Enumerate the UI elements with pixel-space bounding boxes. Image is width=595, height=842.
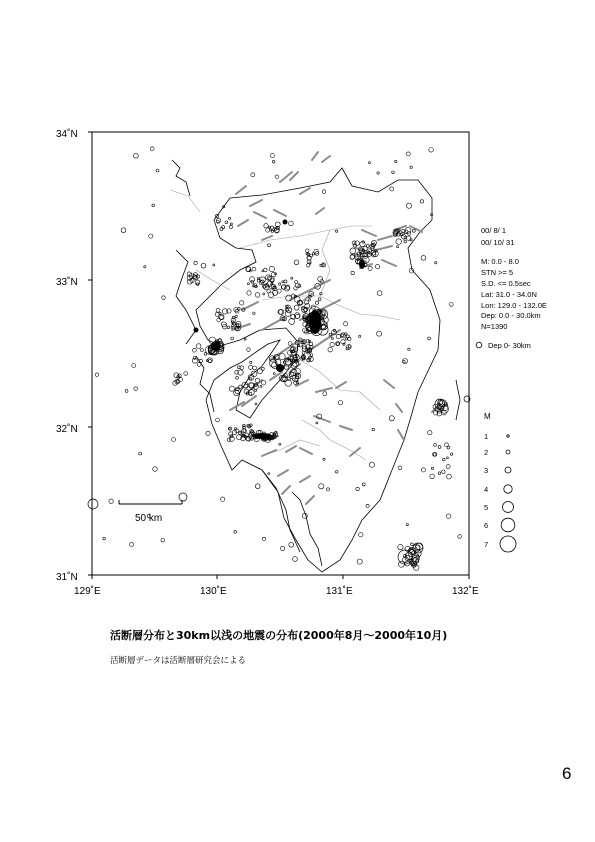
magnitude-legend-label: 5 bbox=[484, 503, 489, 512]
quake-marker bbox=[201, 263, 206, 268]
quake-marker bbox=[227, 326, 230, 329]
quake-marker bbox=[434, 444, 437, 447]
quake-marker bbox=[318, 298, 321, 301]
lat-label-33: 33˚N bbox=[56, 277, 78, 288]
quake-marker bbox=[197, 363, 201, 367]
quake-marker bbox=[247, 348, 251, 352]
quake-marker bbox=[345, 338, 347, 340]
quake-marker bbox=[244, 338, 246, 340]
quake-marker bbox=[234, 530, 237, 533]
quake-marker bbox=[308, 299, 310, 301]
magnitude-legend-symbol bbox=[507, 435, 509, 437]
quake-marker bbox=[250, 277, 255, 282]
lon-label-132: 132˚E bbox=[452, 586, 479, 597]
quake-marker bbox=[294, 305, 299, 310]
quake-marker bbox=[351, 271, 354, 274]
quake-marker bbox=[144, 266, 146, 268]
quake-marker bbox=[306, 249, 310, 253]
quake-marker bbox=[222, 226, 225, 229]
lat-label-32: 32˚N bbox=[56, 424, 78, 435]
quake-marker bbox=[282, 281, 284, 283]
quake-marker bbox=[368, 266, 372, 270]
quake-marker bbox=[323, 392, 327, 396]
magnitude-range: M: 0.0 - 8.0 bbox=[481, 257, 519, 266]
quake-marker bbox=[240, 301, 244, 305]
quake-marker bbox=[217, 318, 221, 322]
quake-marker bbox=[449, 303, 453, 307]
kyushu-coastline bbox=[172, 160, 460, 572]
quake-cluster bbox=[252, 433, 272, 439]
lat-range: Lat: 31.0 - 34.0N bbox=[481, 290, 537, 299]
quake-marker bbox=[445, 443, 449, 447]
quake-marker bbox=[240, 366, 244, 370]
quake-marker bbox=[306, 340, 309, 343]
quake-marker bbox=[266, 275, 271, 280]
quake-marker bbox=[429, 148, 434, 153]
quake-marker bbox=[219, 314, 224, 319]
quake-marker bbox=[288, 342, 292, 346]
quake-marker bbox=[125, 390, 128, 393]
quake-marker bbox=[279, 354, 285, 360]
quake-cluster bbox=[283, 220, 288, 225]
period-end: 00/ 10/ 31 bbox=[481, 238, 515, 247]
depth-legend-label: Dep 0- 30km bbox=[488, 341, 531, 350]
quake-marker bbox=[442, 470, 445, 473]
quake-marker bbox=[377, 172, 379, 174]
quake-marker bbox=[95, 373, 99, 377]
quake-marker bbox=[271, 230, 273, 232]
magnitude-legend-title: M bbox=[484, 412, 491, 421]
scale-bar bbox=[119, 500, 182, 504]
quake-marker bbox=[348, 345, 351, 348]
quake-marker bbox=[269, 266, 274, 271]
quake-marker bbox=[421, 468, 425, 472]
quake-marker bbox=[149, 234, 153, 238]
quake-marker bbox=[298, 343, 302, 347]
magnitude-legend-symbol bbox=[503, 502, 514, 513]
quake-marker bbox=[410, 166, 412, 168]
quake-marker bbox=[260, 385, 262, 387]
quake-marker bbox=[130, 542, 134, 546]
magnitude-legend-symbol bbox=[504, 485, 512, 493]
quake-marker bbox=[204, 353, 207, 356]
quake-marker bbox=[179, 493, 187, 501]
quake-marker bbox=[262, 537, 265, 540]
quake-marker bbox=[295, 314, 299, 318]
quake-marker bbox=[253, 312, 255, 314]
quake-marker bbox=[350, 248, 356, 254]
sd-criterion: S.D. <= 0.5sec bbox=[481, 279, 531, 288]
quake-marker bbox=[255, 484, 260, 489]
quake-marker bbox=[335, 230, 337, 232]
quake-marker bbox=[359, 335, 361, 337]
depth-legend-symbol bbox=[476, 342, 482, 348]
quake-marker bbox=[250, 361, 252, 363]
quake-marker bbox=[458, 535, 462, 539]
quake-marker bbox=[284, 280, 287, 283]
quake-marker bbox=[372, 428, 375, 431]
magnitude-legend-label: 3 bbox=[484, 466, 489, 475]
quake-marker bbox=[447, 474, 452, 479]
quake-marker bbox=[408, 348, 410, 350]
quake-marker bbox=[216, 308, 220, 312]
quake-marker bbox=[392, 171, 395, 174]
quake-marker bbox=[264, 268, 267, 271]
quake-marker bbox=[221, 497, 225, 501]
quake-marker bbox=[389, 416, 394, 421]
lon-label-130: 130˚E bbox=[200, 586, 227, 597]
quake-marker bbox=[257, 277, 259, 279]
earthquake-epicenters bbox=[88, 147, 470, 571]
quake-marker bbox=[322, 190, 326, 194]
quake-marker bbox=[193, 357, 196, 360]
quake-marker bbox=[302, 513, 307, 518]
quake-marker bbox=[228, 217, 230, 219]
quake-marker bbox=[121, 228, 126, 233]
quake-marker bbox=[239, 385, 242, 388]
magnitude-legend-symbol bbox=[505, 467, 511, 473]
quake-marker bbox=[421, 255, 426, 260]
quake-cluster bbox=[359, 259, 365, 269]
quake-marker bbox=[264, 224, 268, 228]
quake-marker bbox=[336, 334, 340, 338]
quake-marker bbox=[431, 467, 433, 469]
quake-marker bbox=[278, 283, 280, 285]
quake-marker bbox=[362, 483, 365, 486]
quake-marker bbox=[229, 225, 232, 228]
quake-marker bbox=[395, 160, 397, 162]
quake-marker bbox=[430, 474, 435, 479]
quake-marker bbox=[443, 458, 446, 461]
quake-marker bbox=[315, 301, 318, 304]
quake-marker bbox=[406, 203, 411, 208]
quake-marker bbox=[366, 504, 369, 507]
data-source-note: 活断層データは活断層研究会による bbox=[110, 656, 247, 666]
quake-marker bbox=[247, 283, 249, 285]
lon-range: Lon: 129.0 - 132.0E bbox=[481, 301, 547, 310]
quake-marker bbox=[420, 200, 423, 203]
quake-marker bbox=[377, 291, 382, 296]
quake-marker bbox=[263, 293, 265, 295]
quake-marker bbox=[407, 236, 411, 240]
quake-marker bbox=[174, 373, 179, 378]
quake-marker bbox=[249, 365, 253, 369]
quake-marker bbox=[255, 378, 259, 382]
lon-label-129: 129˚E bbox=[74, 586, 101, 597]
figure-caption: 活断層分布と30km以浅の地震の分布(2000年8月～2000年10月) bbox=[110, 629, 448, 642]
quake-marker bbox=[375, 264, 379, 268]
quake-marker bbox=[406, 524, 408, 526]
quake-marker bbox=[285, 311, 291, 317]
quake-marker bbox=[229, 432, 233, 436]
quake-marker bbox=[446, 465, 450, 469]
period-start: 00/ 8/ 1 bbox=[481, 226, 507, 235]
quake-marker bbox=[310, 354, 313, 357]
lat-label-34: 34˚N bbox=[56, 129, 78, 140]
magnitude-legend bbox=[484, 432, 516, 552]
quake-marker bbox=[335, 471, 338, 474]
quake-marker bbox=[193, 348, 197, 352]
quake-marker bbox=[192, 358, 197, 363]
quake-cluster bbox=[211, 341, 221, 351]
quake-marker bbox=[270, 226, 273, 229]
quake-marker bbox=[253, 366, 257, 370]
quake-marker bbox=[435, 262, 437, 264]
quake-cluster bbox=[194, 328, 199, 333]
quake-marker bbox=[252, 267, 256, 271]
page-number: 6 bbox=[562, 764, 572, 783]
quake-marker bbox=[304, 301, 308, 305]
quake-marker bbox=[236, 376, 239, 379]
quake-marker bbox=[231, 326, 233, 328]
quake-marker bbox=[150, 147, 154, 151]
quake-marker bbox=[357, 559, 362, 564]
quake-marker bbox=[309, 342, 312, 345]
quake-marker bbox=[294, 260, 299, 265]
quake-marker bbox=[156, 169, 159, 172]
quake-marker bbox=[281, 546, 285, 550]
station-criterion: STN >= 5 bbox=[481, 268, 514, 277]
quake-marker bbox=[330, 342, 334, 346]
quake-marker bbox=[338, 401, 342, 405]
quake-marker bbox=[257, 369, 262, 374]
lat-label-31: 31˚N bbox=[56, 572, 78, 583]
quake-marker bbox=[412, 229, 415, 232]
quake-cluster bbox=[309, 310, 321, 334]
quake-marker bbox=[200, 349, 203, 352]
quake-marker bbox=[446, 514, 451, 519]
magnitude-legend-label: 4 bbox=[484, 485, 489, 494]
quake-marker bbox=[232, 316, 235, 319]
quake-marker bbox=[279, 443, 281, 445]
quake-marker bbox=[293, 557, 298, 562]
quake-marker bbox=[322, 264, 324, 266]
quake-marker bbox=[235, 388, 240, 393]
quake-marker bbox=[398, 544, 403, 549]
quake-marker bbox=[450, 453, 452, 455]
quake-marker bbox=[323, 458, 325, 460]
quake-marker bbox=[247, 291, 251, 295]
quake-marker bbox=[302, 351, 305, 354]
quake-marker bbox=[220, 228, 223, 231]
magnitude-legend-label: 7 bbox=[484, 540, 489, 549]
quake-marker bbox=[196, 344, 201, 349]
quake-marker bbox=[273, 373, 275, 375]
quake-marker bbox=[152, 204, 155, 207]
active-faults bbox=[230, 152, 440, 504]
quake-marker bbox=[413, 565, 419, 571]
quake-marker bbox=[295, 281, 298, 284]
quake-marker bbox=[266, 228, 270, 232]
quake-cluster bbox=[276, 364, 284, 372]
quake-marker bbox=[225, 221, 228, 224]
lon-label-131: 131˚E bbox=[326, 586, 353, 597]
quake-marker bbox=[235, 315, 237, 317]
quake-marker bbox=[255, 293, 260, 298]
quake-marker bbox=[109, 499, 113, 503]
quake-marker bbox=[331, 337, 333, 339]
magnitude-legend-label: 6 bbox=[484, 521, 489, 530]
quake-marker bbox=[139, 452, 142, 455]
quake-marker bbox=[268, 244, 271, 247]
quake-marker bbox=[88, 499, 98, 509]
quake-marker bbox=[289, 542, 294, 547]
quake-marker bbox=[172, 438, 176, 442]
quake-marker bbox=[438, 472, 441, 475]
quake-marker bbox=[132, 364, 136, 368]
quake-marker bbox=[289, 221, 294, 226]
magnitude-legend-symbol bbox=[501, 518, 515, 532]
quake-marker bbox=[359, 533, 363, 537]
quake-marker bbox=[250, 378, 252, 380]
quake-marker bbox=[328, 347, 333, 352]
quake-marker bbox=[428, 430, 432, 434]
event-count: N=1390 bbox=[481, 322, 508, 331]
quake-marker bbox=[161, 539, 164, 542]
quake-marker bbox=[319, 484, 324, 489]
quake-marker bbox=[406, 152, 410, 156]
quake-marker bbox=[230, 223, 232, 225]
quake-marker bbox=[195, 280, 200, 285]
magnitude-legend-label: 2 bbox=[484, 448, 489, 457]
magnitude-legend-symbol bbox=[506, 450, 510, 454]
quake-marker bbox=[246, 267, 251, 272]
quake-marker bbox=[446, 457, 448, 459]
quake-marker bbox=[369, 162, 371, 164]
quake-marker bbox=[411, 543, 414, 546]
quake-marker bbox=[153, 467, 158, 472]
quake-marker bbox=[243, 424, 246, 427]
quake-marker bbox=[344, 322, 348, 326]
quake-marker bbox=[369, 462, 374, 467]
depth-range: Dep: 0.0 - 30.0km bbox=[481, 311, 541, 320]
scale-bar-label: 50 km bbox=[135, 513, 163, 524]
quake-marker bbox=[270, 154, 274, 158]
quake-marker bbox=[390, 187, 394, 191]
quake-marker bbox=[268, 292, 274, 298]
quake-marker bbox=[291, 277, 293, 279]
quake-marker bbox=[162, 296, 166, 300]
quake-marker bbox=[206, 431, 210, 435]
quake-marker bbox=[103, 537, 106, 540]
quake-marker bbox=[275, 175, 279, 179]
magnitude-legend-label: 1 bbox=[484, 432, 489, 441]
quake-marker bbox=[326, 488, 329, 491]
quake-marker bbox=[356, 487, 359, 490]
quake-marker bbox=[336, 342, 339, 345]
quake-marker bbox=[213, 264, 215, 266]
quake-marker bbox=[134, 153, 139, 158]
quake-marker bbox=[396, 239, 402, 245]
quake-marker bbox=[251, 173, 255, 177]
quake-marker bbox=[231, 337, 234, 340]
quake-marker bbox=[377, 331, 382, 336]
quake-marker bbox=[341, 334, 344, 337]
quake-marker bbox=[261, 380, 266, 385]
quake-marker bbox=[438, 446, 441, 449]
quake-marker bbox=[398, 466, 402, 470]
quake-marker bbox=[216, 418, 220, 422]
quake-marker bbox=[255, 403, 257, 405]
quake-marker bbox=[272, 160, 275, 163]
magnitude-legend-symbol bbox=[500, 536, 516, 552]
quake-marker bbox=[268, 473, 270, 475]
quake-marker bbox=[242, 382, 248, 388]
quake-marker bbox=[404, 240, 407, 243]
quake-marker bbox=[134, 387, 138, 391]
quake-marker bbox=[316, 422, 318, 424]
quake-marker bbox=[194, 261, 197, 264]
quake-marker bbox=[229, 386, 234, 391]
quake-marker bbox=[294, 287, 298, 291]
quake-marker bbox=[397, 246, 399, 248]
quake-marker bbox=[428, 337, 431, 340]
quake-marker bbox=[184, 372, 188, 376]
